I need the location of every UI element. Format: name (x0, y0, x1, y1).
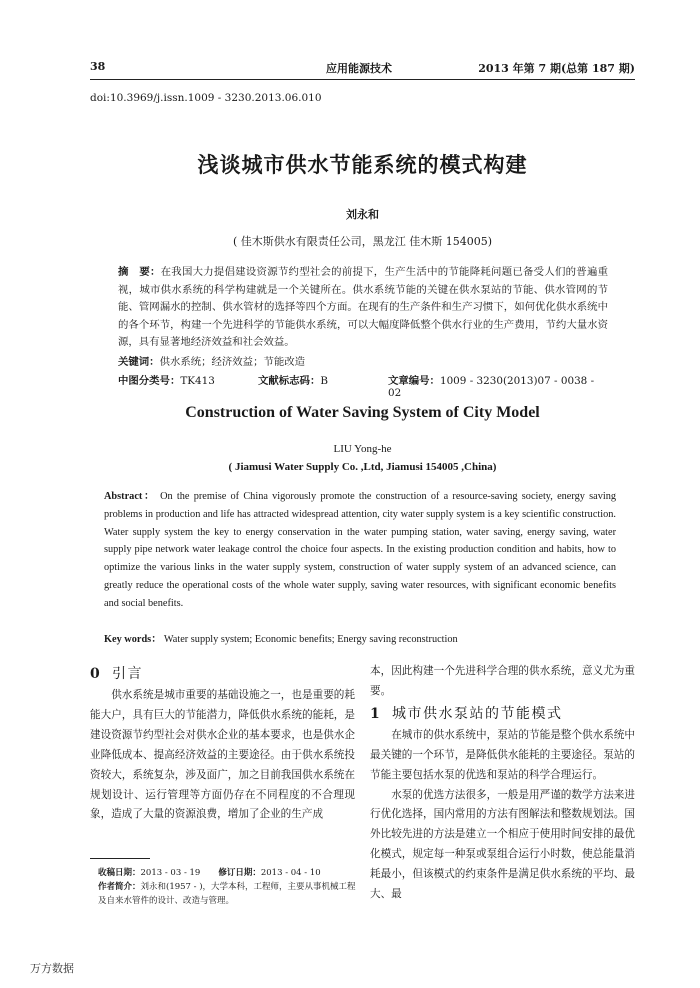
keywords-cn-text: 供水系统；经济效益；节能改造 (159, 356, 306, 368)
abstract-en-text: On the premise of China vigorously promote the construction of a resource-saving society, energy saving problems in production and life has attracted widespread attention, city water supply system is a key scientific construction. Water supply system the key to energy conservation in the water pumping station, water saving, energy saving, water supply pipe network water leakage control the choice four aspects. In the existing production condition and habits, how to optimize the various links in the water supply system, construction of water supply system of an advanced science, can greatly reduce the operational costs of the whole water supply, saving water resources, with significant economic benefits and social benefits. (104, 491, 616, 609)
article-number (388, 372, 608, 399)
article-title-cn: 浅谈城市供水节能系统的模式构建 (197, 152, 528, 177)
author-bio-label: 作者简介： (98, 882, 141, 892)
header-rule (90, 79, 635, 80)
affiliation-cn: ( 佳木斯供水有限责任公司，黑龙江 佳木斯 154005) (232, 235, 493, 248)
abstract-en-label: Abstract： (104, 491, 156, 502)
author-cn: 刘永和 (346, 208, 379, 221)
section-0-number: 0 (90, 666, 102, 682)
keywords-en-text: Water supply system; Economic benefits; Energy saving reconstruction (163, 634, 458, 645)
abstract-en (104, 488, 616, 613)
abstract-cn-label: 摘 要： (118, 266, 161, 278)
article-number-label: 文章编号： (388, 375, 440, 387)
author-en: LIU Yong-he (333, 443, 392, 455)
section-1-title: 城市供水泵站的节能模式 (392, 705, 563, 722)
doc-code-label: 文献标志码： (258, 375, 321, 387)
section-0-title: 引言 (112, 666, 143, 682)
section-1-paragraph-2: 水泵的优选方法很多，一般是用严谨的数学方法来进行优化选择，国内常用的方法有图解法和整数规划法。国外比较先进的方法是建立一个相应于使用时间安排的最优化模式，规定每一种泵或泵组合运行小时数，使总能量消耗最小，但该模式的约束条件是满足供水系统的平均、最大、最 (370, 788, 635, 901)
keywords-en-label: Key words： (104, 634, 162, 645)
classification-line (118, 372, 608, 399)
affiliation-en: ( Jiamusi Water Supply Co. ,Ltd, Jiamusi 154005 ,China) (228, 461, 497, 473)
article-number-value: 1009 - 3230(2013)07 - 0038 - 02 (388, 375, 595, 399)
clc-value: TK413 (180, 375, 215, 387)
revised-date: 2013 - 04 - 10 (260, 868, 321, 878)
body-left-column (90, 662, 355, 825)
footnote-dates (98, 866, 358, 880)
section-0-heading (90, 662, 355, 686)
body-right-column (370, 662, 635, 905)
footnote-author (98, 880, 358, 908)
watermark: 万方数据 (30, 962, 74, 975)
section-1-paragraph-1: 在城市的供水系统中，泵站的节能是整个供水系统中最关键的一个环节，是降低供水能耗的主要途径。泵站的节能主要包括水泵的优选和泵站的科学合理运行。 (370, 728, 635, 781)
keywords-en (104, 630, 458, 645)
section-0-paragraph: 供水系统是城市重要的基础设施之一，也是重要的耗能大户，具有巨大的节能潜力，降低供水系统的能耗，是建设资源节约型社会对供水企业的基本要求，也是供水企业降低成本、提高经济效益的主要途径。由于供水系统投资较大，系统复杂，涉及面广，加之目前我国供水系统在规划设计、运行管理等方面仍存在不同程度的不合理现象，造成了大量的资源浪费，增加了企业的生产成 (90, 689, 355, 821)
journal-name: 应用能源技术 (326, 62, 392, 75)
article-title-en: Construction of Water Saving System of City Model (185, 404, 540, 421)
keywords-cn-label: 关键词： (118, 356, 160, 368)
revised-label: 修订日期： (218, 868, 261, 878)
footnote-rule (90, 858, 150, 859)
document-code (258, 372, 328, 387)
page-number: 38 (90, 60, 106, 73)
doi: doi:10.3969/j.issn.1009 - 3230.2013.06.010 (90, 92, 322, 104)
author-bio: 刘永和(1957 - )，大学本科，工程师，主要从事机械工程及自来水管件的设计、改造与管理。 (98, 882, 356, 906)
running-header (90, 60, 635, 78)
abstract-cn (118, 264, 608, 352)
issue-info: 2013 年第 7 期(总第 187 期) (478, 62, 635, 75)
clc-label: 中图分类号： (118, 375, 181, 387)
doc-code-value: B (320, 375, 328, 387)
section-1-number: 1 (370, 705, 382, 722)
abstract-cn-text: 在我国大力提倡建设资源节约型社会的前提下，生产生活中的节能降耗问题已备受人们的普遍重视，城市供水系统的科学构建就是一个关键所在。供水系统节能的关键在供水泵站的节能、供水管网的节能、管网漏水的控制、供水管材的选择等四个方面。在现有的生产条件和生产习惯下，如何优化供水系统中的各个环节，构建一个先进科学的节能供水系统，可以大幅度降低整个供水行业的生产费用，节约大量水资源，具有显著地经济效益和社会效益。 (118, 266, 609, 349)
keywords-cn (118, 353, 305, 368)
section-1-heading (370, 702, 635, 726)
clc-number (118, 372, 215, 387)
received-date: 2013 - 03 - 19 (140, 868, 201, 878)
section-0-continuation: 本，因此构建一个先进科学合理的供水系统，意义尤为重要。 (370, 665, 635, 697)
received-label: 收稿日期： (98, 868, 141, 878)
